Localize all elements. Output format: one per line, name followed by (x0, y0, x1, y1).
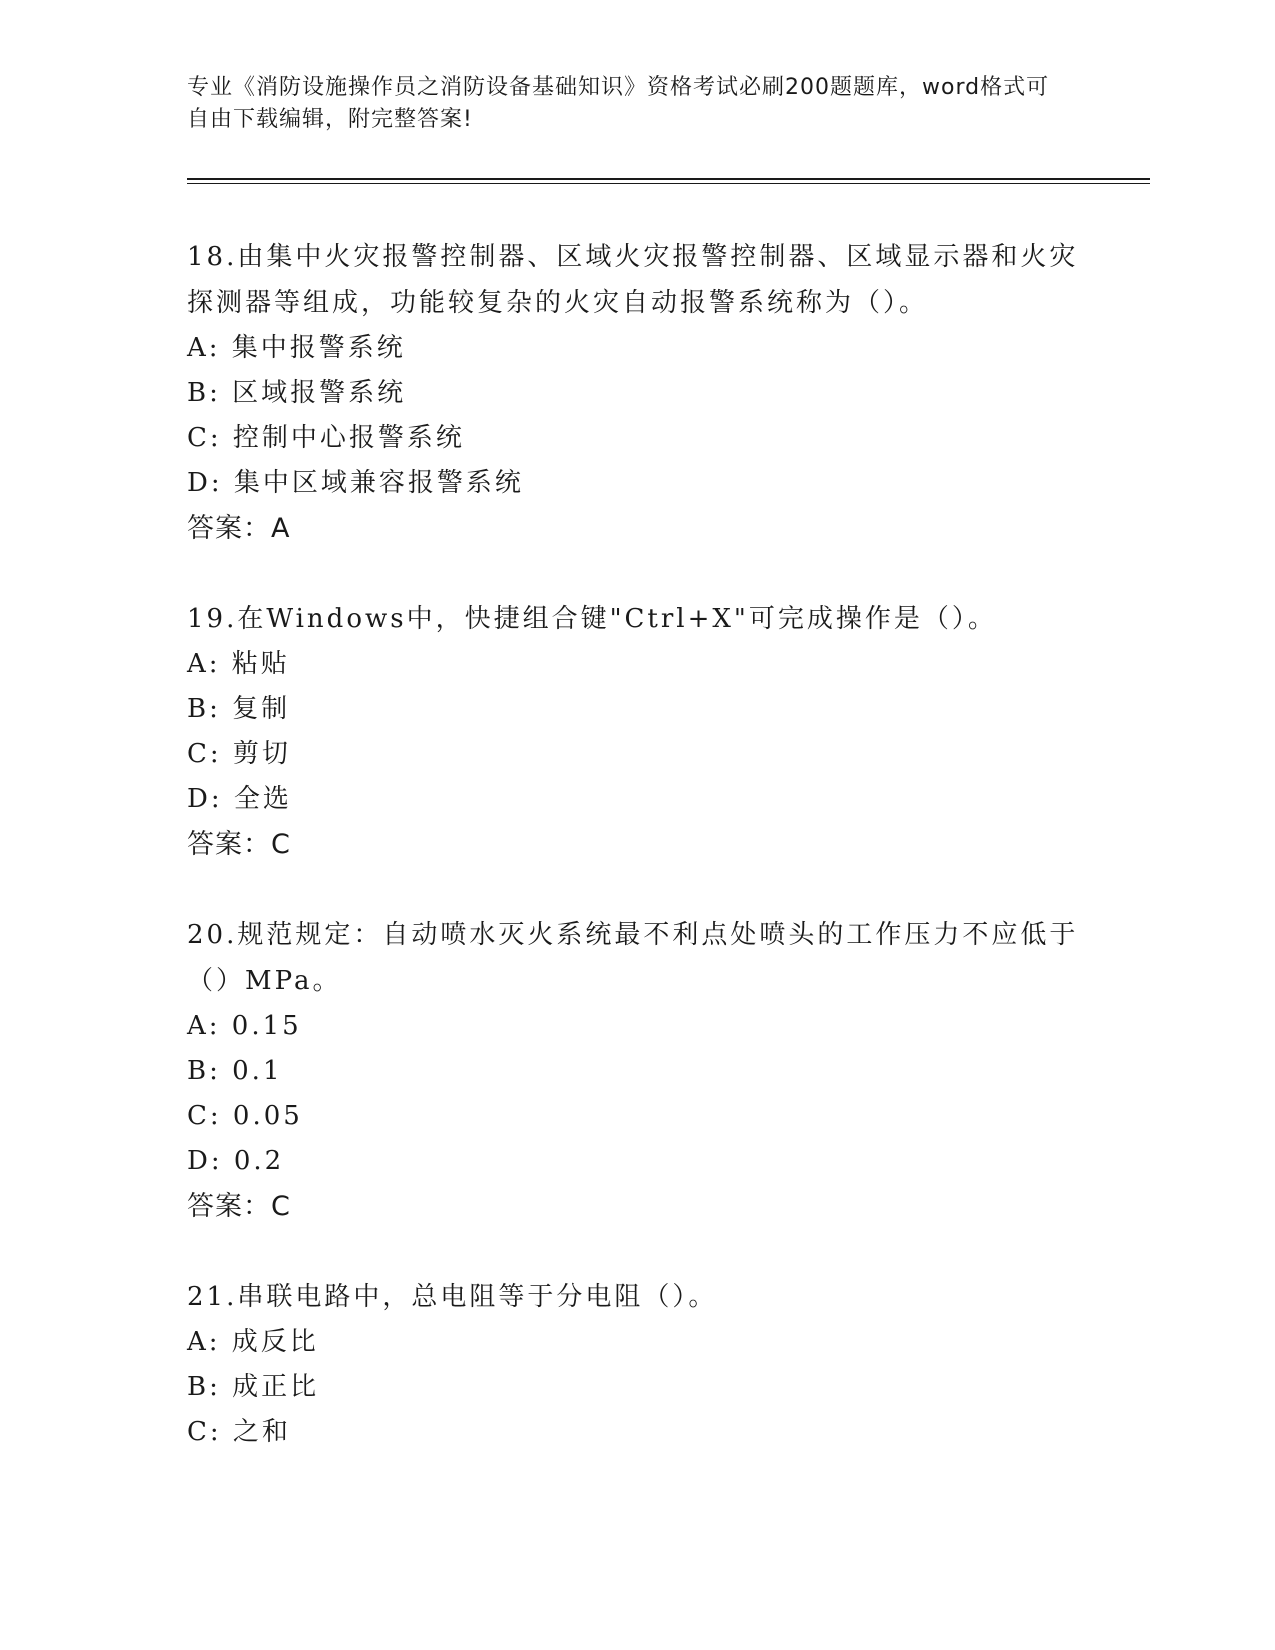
option-b: B: 0.1 (187, 1056, 283, 1086)
answer: 答案：A (187, 513, 291, 544)
question-18 (187, 234, 1087, 552)
option-a: A: 集中报警系统 (187, 333, 406, 363)
question-20 (187, 912, 1087, 1230)
question-stem: 21.串联电路中，总电阻等于分电阻（）。 (187, 1282, 718, 1312)
header-divider-thin (187, 183, 1150, 184)
option-c: C: 控制中心报警系统 (187, 423, 465, 453)
option-d: D: 0.2 (187, 1146, 285, 1176)
option-a: A: 粘贴 (187, 649, 290, 679)
question-stem: 20.规范规定：自动喷水灭火系统最不利点处喷头的工作压力不应低于（）MPa。 (187, 920, 1079, 996)
option-c: C: 剪切 (187, 739, 291, 769)
answer: 答案：C (187, 1191, 291, 1222)
document-header: 专业《消防设施操作员之消防设备基础知识》资格考试必刷200题题库，word格式可自由下载编辑，附完整答案! (187, 75, 1050, 132)
option-d: D: 全选 (187, 784, 292, 814)
option-c: C: 0.05 (187, 1101, 303, 1131)
answer: 答案：C (187, 829, 291, 860)
question-stem: 19.在Windows中，快捷组合键"Ctrl+X"可完成操作是（）。 (187, 604, 997, 634)
option-a: A: 0.15 (187, 1011, 302, 1041)
question-stem: 18.由集中火灾报警控制器、区域火灾报警控制器、区域显示器和火灾探测器等组成，功能较复杂的火灾自动报警系统称为（）。 (187, 242, 1079, 318)
option-b: B: 区域报警系统 (187, 378, 407, 408)
question-21 (187, 1274, 1087, 1455)
header-divider-thick (187, 178, 1150, 180)
option-c: C: 之和 (187, 1417, 291, 1447)
option-a: A: 成反比 (187, 1327, 319, 1357)
option-d: D: 集中区域兼容报警系统 (187, 468, 524, 498)
question-list (187, 234, 1087, 1499)
option-b: B: 复制 (187, 694, 291, 724)
option-b: B: 成正比 (187, 1372, 320, 1402)
question-19 (187, 596, 1087, 868)
